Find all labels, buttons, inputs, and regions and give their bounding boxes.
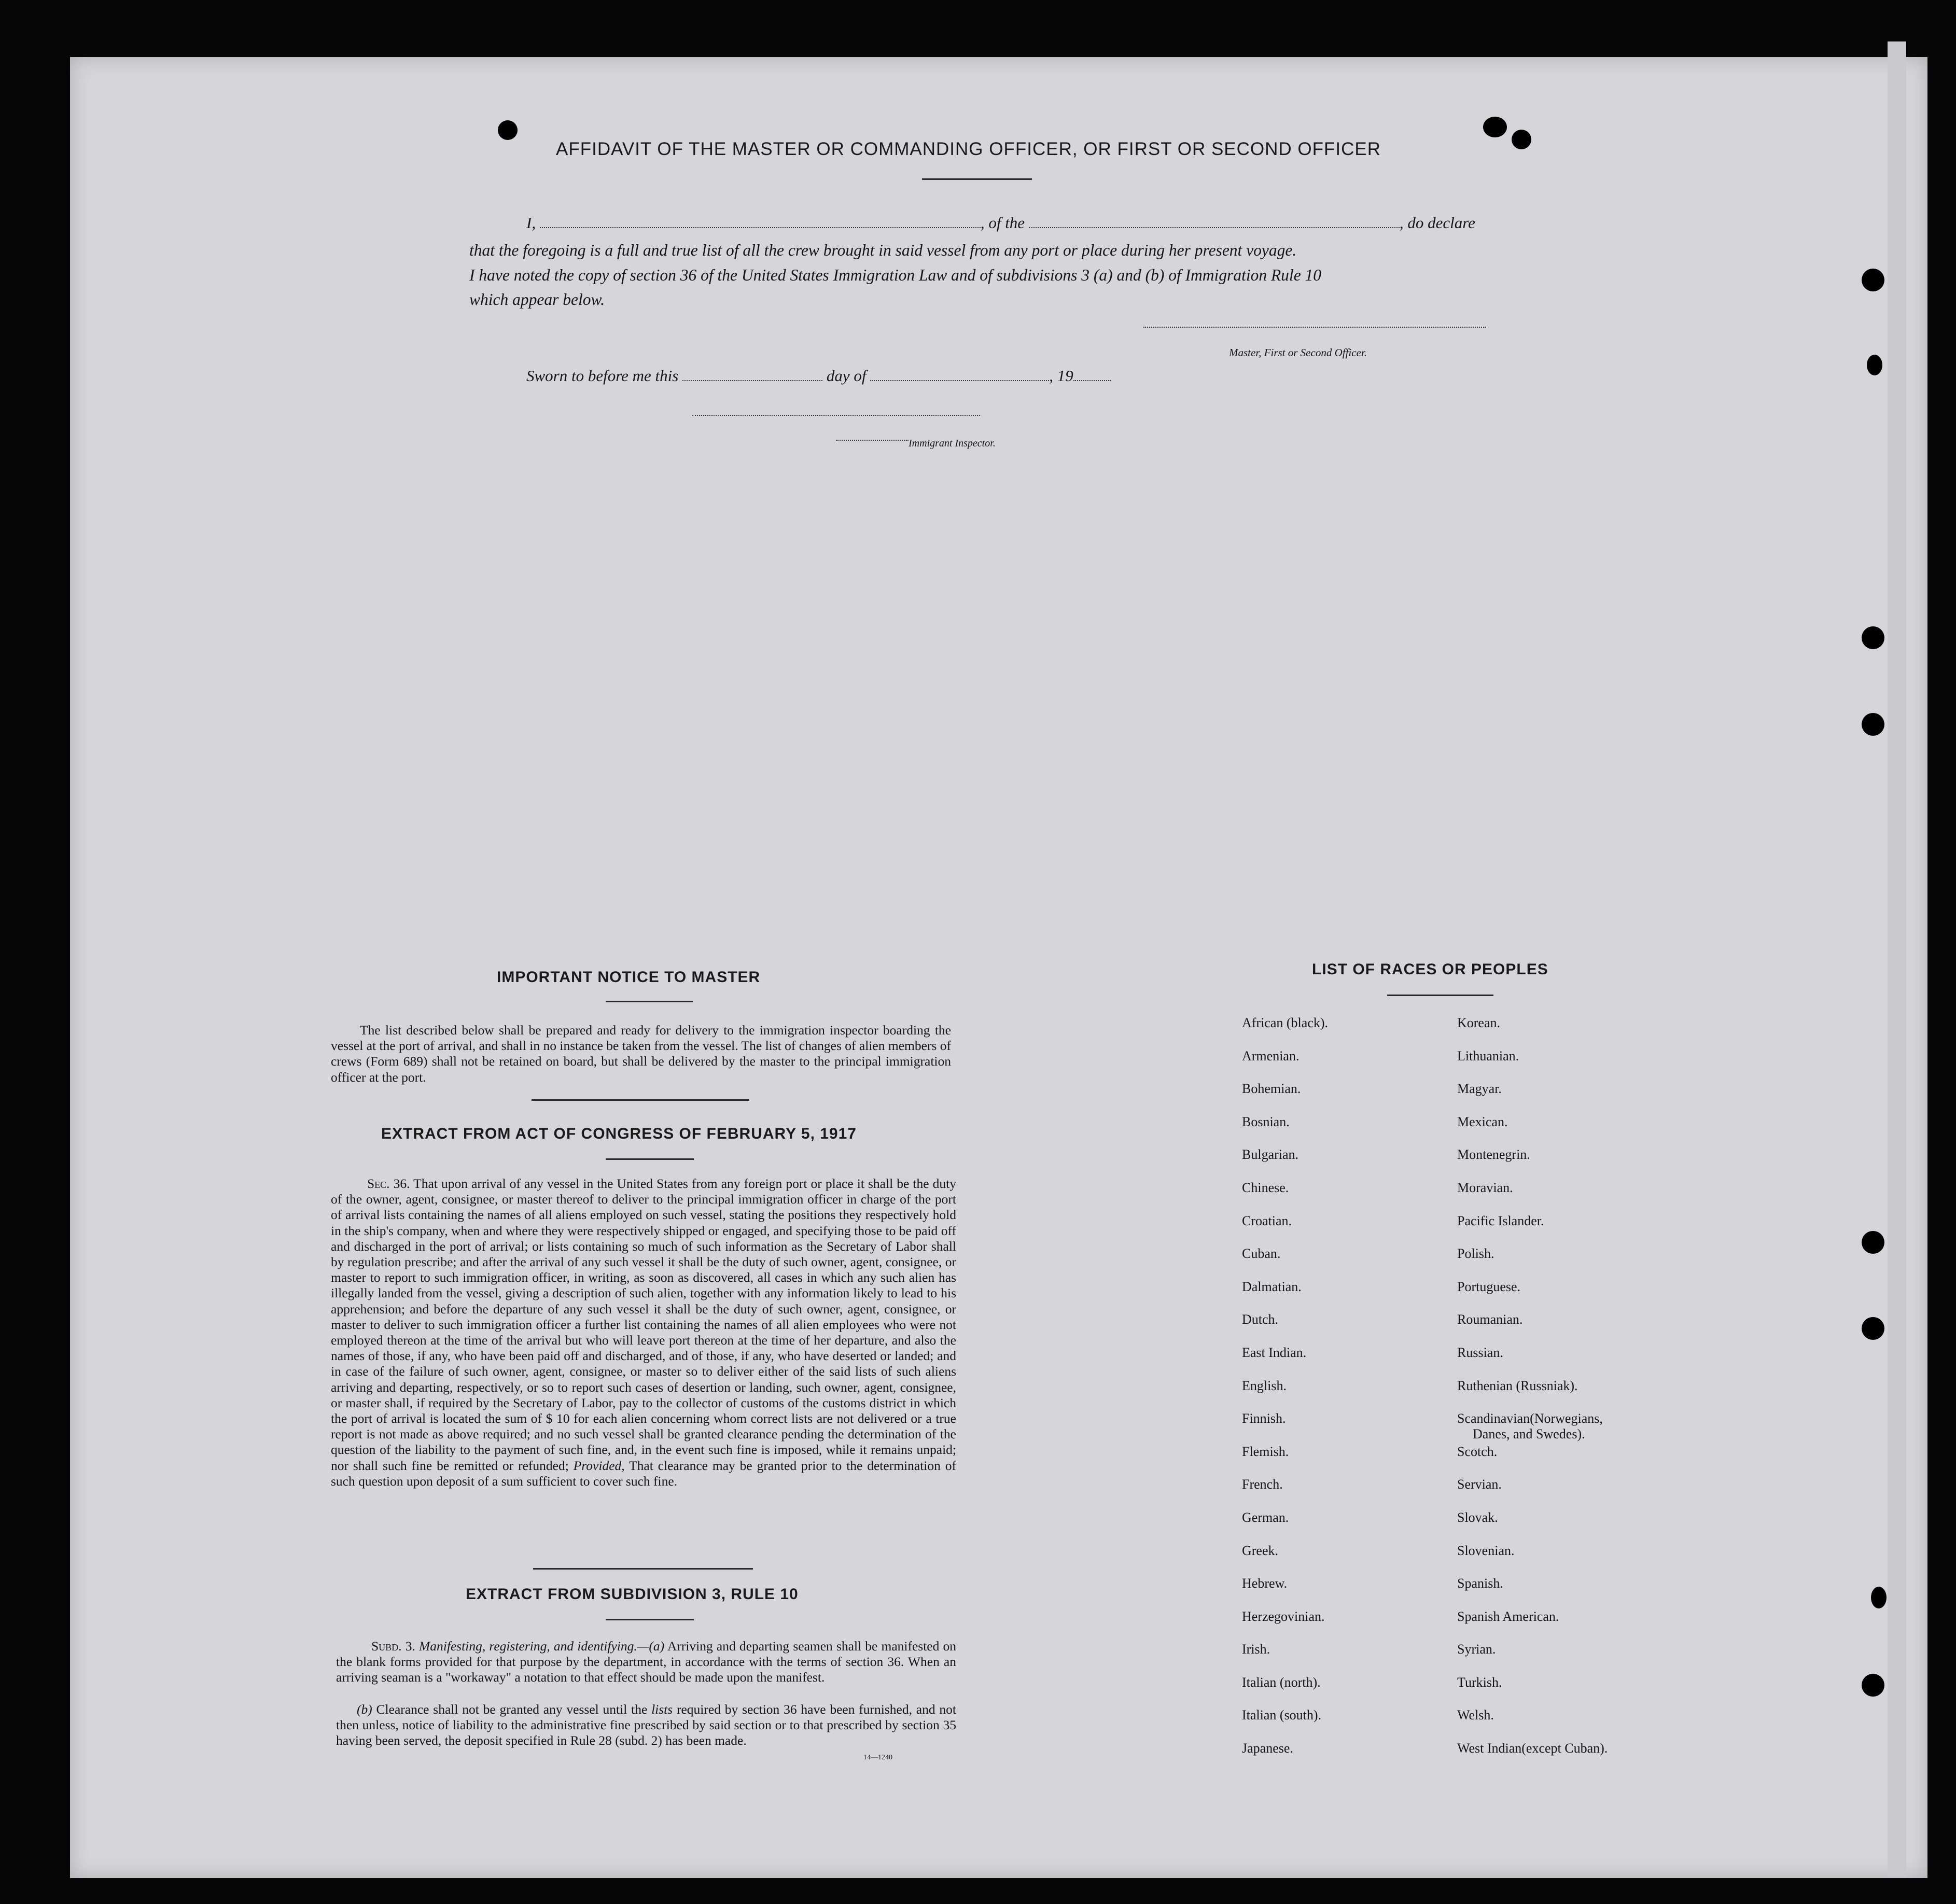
race-list-item: Portuguese. [1457, 1279, 1521, 1294]
race-list-item: Italian (south). [1242, 1707, 1322, 1723]
affidavit-title: AFFIDAVIT OF THE MASTER OR COMMANDING OFFICER, OR FIRST OR SECOND OFFICER [556, 139, 1381, 159]
binder-hole-icon [1862, 1674, 1884, 1697]
race-list-item: Turkish. [1457, 1674, 1502, 1690]
officer-signature-field[interactable] [1143, 327, 1486, 328]
clause-b-text-end: required by section 36 have been furnished, and not then unless, notice of liability to the administrative fine prescribed by said section or to that prescribed by section 35 having been served, the deposit specified in Rule 28 (subd. 2) has been made. [336, 1702, 957, 1748]
binder-hole-icon [1862, 1231, 1884, 1254]
affidavit-body-line: that the foregoing is a full and true list of all the crew brought in said vessel from any port or place during her present voyage. [469, 241, 1297, 259]
act-extract-title: EXTRACT FROM ACT OF CONGRESS OF FEBRUARY 5, 1917 [381, 1125, 857, 1142]
section-label: Sec. 36. [367, 1176, 410, 1191]
section-text: That upon arrival of any vessel in the United States from any foreign port or place it shall be the duty of the owner, agent, consignee, or master thereof to deliver to the principal immigration officer in charge of the port of arrival lists containing the names of all aliens employed on such vessel, stating the positions they respectively hold in the ship's company, when and where they were respectively shipped or engaged, and specifying those to be paid off and discharged in the port of arrival; or lists containing so much of such information as the Secretary of Labor shall by regulation prescribe; and after the arrival of any such vessel it shall be the duty of such owner, agent, consignee, or master to report to such immigration officer, in writing, as soon as discovered, all cases in which any such alien has illegally landed from the vessel, giving a description of such alien, together with any information likely to lead to his apprehension; and before the departure of any such vessel it shall be the duty of such owner, agent, consignee, or master to deliver to such immigration officer a further list containing the names of all alien employees who were not employed thereon at the time of the arrival but who will leave port thereon at the time of her departure, and also the names of those, if any, who have been paid off and discharged, and of those, if any, who have deserted or landed; and in case of the failure of such owner, agent, consignee, or master so to deliver either of the said lists of such aliens arriving and departing, respectively, or so to report such cases of desertion or landing, such owner, agent, consignee, or master shall, if required by the Secretary of Labor, pay to the collector of customs of the customs district in which the port of arrival is located the sum of $ 10 for each alien concerning whom correct lists are not delivered or a true report is not made as above required; and no such vessel shall be granted clearance pending the determination of the question of the liability to the payment of such fine, and, in the event such fine is imposed, while it remains unpaid; nor shall such fine be remitted or refunded; [331, 1176, 956, 1473]
race-list-item: Flemish. [1242, 1444, 1289, 1459]
affidavit-title-rule [922, 178, 1032, 180]
race-list-item: Slovenian. [1457, 1543, 1515, 1558]
race-list-item: French. [1242, 1477, 1283, 1492]
rule-extract-title: EXTRACT FROM SUBDIVISION 3, RULE 10 [466, 1586, 799, 1603]
binder-hole-icon [1862, 713, 1884, 736]
race-list-item: Armenian. [1242, 1048, 1300, 1063]
race-list-item: Italian (north). [1242, 1674, 1321, 1690]
clause-b-label: (b) [357, 1702, 372, 1717]
race-list-item: Scandinavian(Norwegians, Danes, and Swedes). [1457, 1411, 1603, 1442]
race-list-item: Scotch. [1457, 1444, 1498, 1459]
race-list-item: Dalmatian. [1242, 1279, 1302, 1294]
vessel-name-field[interactable] [1029, 227, 1400, 228]
race-list-item: Montenegrin. [1457, 1147, 1530, 1163]
race-list-item: Magyar. [1457, 1081, 1502, 1097]
inspector-signature-field[interactable] [692, 415, 980, 416]
year-label: , 19 [1049, 367, 1073, 385]
race-list-item: Pacific Islander. [1457, 1213, 1544, 1228]
sworn-label: Sworn to before me this [526, 367, 679, 385]
race-list-item: Dutch. [1242, 1312, 1279, 1327]
race-list-item: Lithuanian. [1457, 1048, 1519, 1063]
race-list-item: Croatian. [1242, 1213, 1292, 1228]
binder-hole-icon [1862, 269, 1884, 291]
race-list-item: Greek. [1242, 1543, 1279, 1558]
races-right-column [1457, 1015, 1608, 1774]
race-list-item: English. [1242, 1378, 1287, 1393]
race-list-item: Spanish American. [1457, 1608, 1559, 1624]
day-of-label: day of [826, 367, 867, 385]
clause-b-lists: lists [651, 1702, 673, 1717]
binder-hole-icon [498, 120, 518, 140]
race-list-item: Moravian. [1457, 1180, 1513, 1195]
binder-hole-icon [1512, 130, 1531, 149]
race-list-item: Russian. [1457, 1345, 1503, 1360]
race-list-item: Cuban. [1242, 1246, 1281, 1262]
page-edge [1888, 41, 1906, 1877]
race-list-item: Finnish. [1242, 1411, 1286, 1426]
subdivision-label: Subd. 3. [371, 1639, 415, 1654]
race-list-item: Japanese. [1242, 1741, 1293, 1756]
notice-divider [532, 1099, 749, 1101]
race-list-item: Servian. [1457, 1477, 1502, 1492]
subdivision-heading: Manifesting, registering, and identifying. [419, 1639, 637, 1654]
race-list-item: Bulgarian. [1242, 1147, 1299, 1163]
clause-a-text: Arriving and departing seamen shall be manifested on the blank forms provided for that purpose by the department, in accordance with the terms of section 36. When an arriving seaman is a "workaway" a notation to that effect should be made upon the manifest. [336, 1639, 957, 1685]
race-list-item: East Indian. [1242, 1345, 1307, 1360]
affidavit-declaration-line [526, 214, 1475, 232]
act-extract-body [331, 1176, 956, 1489]
race-list-item: Hebrew. [1242, 1576, 1288, 1591]
race-list-item: Welsh. [1457, 1707, 1494, 1723]
race-list-item: Chinese. [1242, 1180, 1289, 1195]
affidavit-body-line: I have noted the copy of section 36 of the United States Immigration Law and of subdivisions 3 (a) and (b) of Immigration Rule 10 [469, 266, 1322, 284]
race-list-item: Slovak. [1457, 1509, 1498, 1525]
notice-title: IMPORTANT NOTICE TO MASTER [497, 969, 761, 986]
provided-label: Provided, [573, 1458, 625, 1473]
race-list-item: Mexican. [1457, 1114, 1508, 1129]
act-extract-title-rule [606, 1158, 694, 1160]
officer-name-field[interactable] [540, 227, 981, 228]
section-text-end: That clearance may be granted prior to the determination of such question upon deposit of a sum sufficient to cover such fine. [331, 1458, 957, 1489]
notice-title-rule [606, 1001, 693, 1002]
clause-a-label: —(a) [637, 1639, 665, 1654]
inspector-signature-lead [836, 440, 909, 441]
race-list-item: Bosnian. [1242, 1114, 1290, 1129]
binder-hole-icon [1871, 1587, 1887, 1608]
notice-body: The list described below shall be prepared and ready for delivery to the immigration inspector boarding the vessel at the port of arrival, and shall in no instance be taken from the vessel. The list of changes of alien members of crews (Form 689) shall not be retained on board, but shall be delivered by the master to the principal immigration officer at the port. [331, 1023, 951, 1085]
races-title: LIST OF RACES OR PEOPLES [1312, 961, 1548, 978]
race-list-item: Bohemian. [1242, 1081, 1301, 1097]
rule-extract-body [336, 1639, 956, 1686]
sworn-month-field[interactable] [870, 380, 1049, 381]
sworn-day-field[interactable] [682, 380, 822, 381]
race-list-item: Spanish. [1457, 1576, 1503, 1591]
race-list-item: Irish. [1242, 1642, 1270, 1657]
affidavit-body-line: which appear below. [469, 290, 605, 309]
races-title-rule [1387, 995, 1493, 996]
race-list-item: Polish. [1457, 1246, 1494, 1262]
race-list-item: Ruthenian (Russniak). [1457, 1378, 1578, 1393]
race-list-item: Syrian. [1457, 1642, 1496, 1657]
binder-hole-icon [1862, 626, 1884, 649]
signature-caption: Master, First or Second Officer. [1229, 346, 1367, 359]
clause-b-text: Clearance shall not be granted any vessel until the [376, 1702, 648, 1717]
sworn-line [526, 367, 1111, 385]
of-the-label: , of the [980, 214, 1025, 232]
race-list-item: Korean. [1457, 1015, 1501, 1030]
inspector-caption: Immigrant Inspector. [909, 438, 996, 449]
race-list-item: West Indian(except Cuban). [1457, 1741, 1608, 1756]
races-left-column [1242, 1015, 1328, 1774]
race-list-item: Roumanian. [1457, 1312, 1523, 1327]
form-number: 14—1240 [863, 1754, 892, 1761]
binder-hole-icon [1867, 355, 1882, 375]
act-extract-divider [533, 1568, 753, 1570]
race-list-item: African (black). [1242, 1015, 1329, 1030]
binder-hole-icon [1862, 1317, 1884, 1340]
race-list-item: Herzegovinian. [1242, 1608, 1325, 1624]
i-label: I, [526, 214, 536, 232]
sworn-year-field[interactable] [1073, 380, 1111, 381]
binder-hole-icon [1483, 117, 1507, 137]
rule-extract-body-b [336, 1702, 956, 1749]
race-list-item: German. [1242, 1509, 1289, 1525]
rule-extract-title-rule [606, 1619, 694, 1620]
declare-label: , do declare [1399, 214, 1475, 232]
